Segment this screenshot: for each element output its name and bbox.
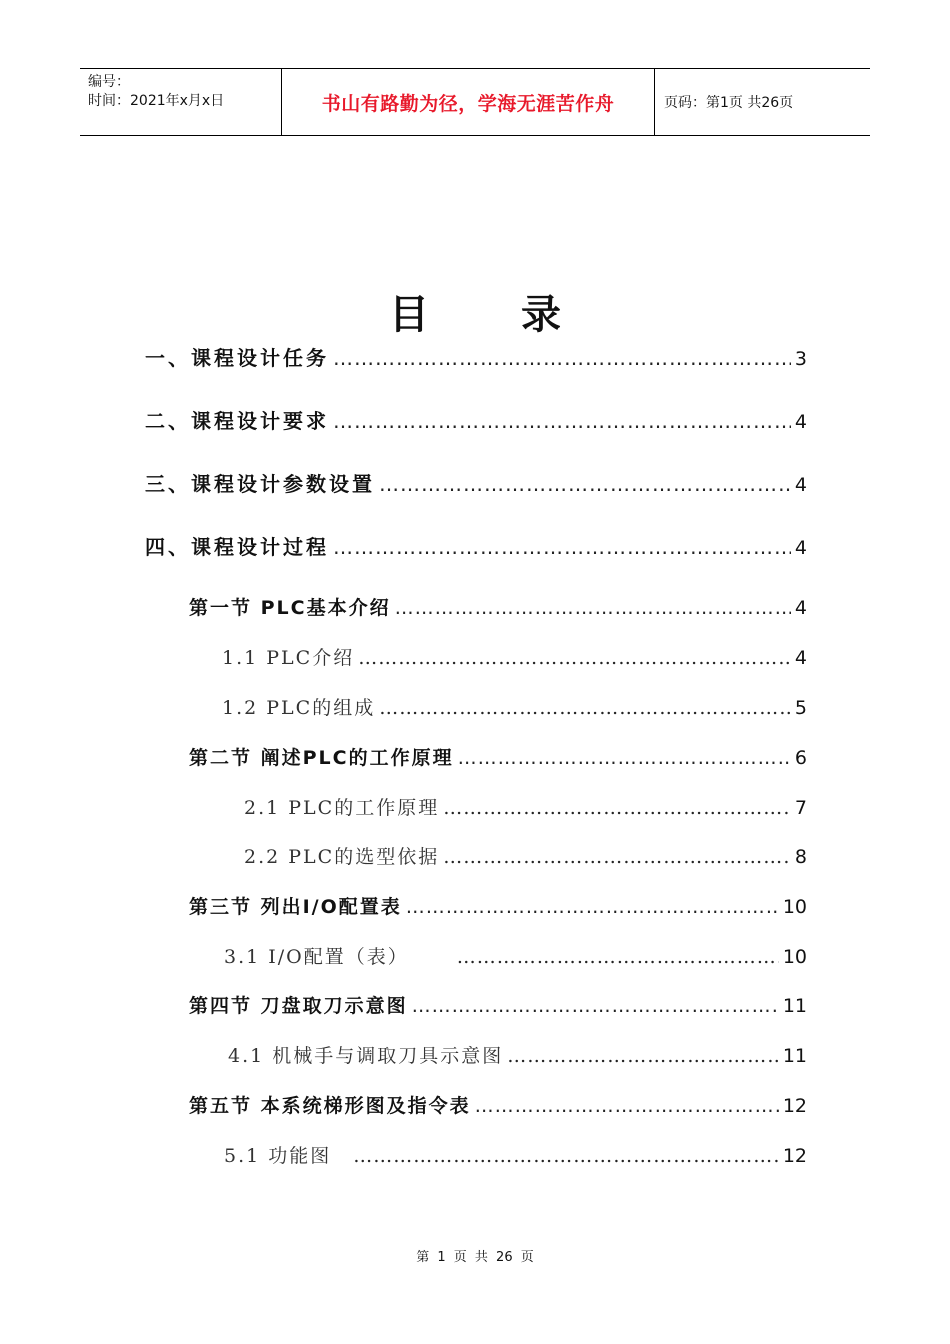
toc-entry-page: 4	[794, 411, 807, 433]
toc-entry-page: 11	[782, 1045, 807, 1067]
toc-entry[interactable]	[145, 531, 807, 561]
toc-entry-label: 2.1 PLC的工作原理	[244, 797, 440, 819]
toc-entry-label: 四、课程设计过程	[145, 535, 329, 559]
toc-entry-page: 5	[794, 697, 807, 719]
toc-leader-dots	[333, 409, 791, 433]
toc-entry[interactable]	[145, 405, 807, 435]
header-motto: 书山有路勤为径，学海无涯苦作舟	[321, 92, 615, 115]
toc-entry[interactable]	[244, 842, 807, 872]
toc-entry-label: 第五节 本系统梯形图及指令表	[189, 1095, 471, 1117]
toc-leader-dots	[457, 946, 779, 968]
toc-entry-label: 5.1 功能图	[224, 1145, 332, 1167]
toc-entry[interactable]	[145, 468, 807, 498]
toc-entry-page: 4	[794, 474, 807, 496]
toc-leader-dots	[379, 697, 791, 719]
toc-entry-page: 10	[782, 946, 807, 968]
toc-entry[interactable]	[189, 1091, 807, 1121]
toc-entry-page: 4	[794, 597, 807, 619]
toc-leader-dots	[443, 797, 791, 819]
toc-entry-label: 二、课程设计要求	[145, 409, 329, 433]
toc-entry-page: 3	[794, 348, 807, 370]
toc-entry[interactable]	[145, 342, 807, 372]
toc-entry-label: 第二节 阐述PLC的工作原理	[189, 747, 454, 769]
document-time-label: 时间：2021年x月x日	[88, 93, 225, 109]
toc-entry[interactable]	[189, 892, 807, 922]
toc-entry-page: 7	[794, 797, 807, 819]
toc-leader-dots	[379, 472, 791, 496]
toc-leader-dots	[507, 1045, 779, 1067]
header-page-info: 页码：第1页 共26页	[664, 95, 794, 111]
toc-entry-page: 4	[794, 537, 807, 559]
toc-entry-label: 一、课程设计任务	[145, 346, 329, 370]
toc-entry[interactable]	[224, 1141, 807, 1171]
toc-entry-label: 3.1 I/O配置（表）	[224, 946, 409, 968]
toc-entry[interactable]	[189, 593, 807, 623]
toc-entry-label: 第三节 列出I/O配置表	[189, 896, 402, 918]
toc-leader-dots	[458, 747, 791, 769]
toc-entry-label: 2.2 PLC的选型依据	[244, 846, 440, 868]
toc-entry-label: 4.1 机械手与调取刀具示意图	[228, 1045, 504, 1067]
toc-leader-dots	[333, 535, 791, 559]
toc-entry-label: 三、课程设计参数设置	[145, 472, 375, 496]
toc-entry[interactable]	[189, 991, 807, 1021]
toc-entry[interactable]	[228, 1041, 807, 1071]
toc-entry-label: 1.2 PLC的组成	[222, 697, 376, 719]
toc-entry[interactable]	[222, 693, 807, 723]
toc-leader-dots	[395, 597, 791, 619]
toc-entry[interactable]	[189, 743, 807, 773]
toc-entry[interactable]	[222, 643, 807, 673]
document-number-label: 编号：	[88, 74, 130, 90]
toc-leader-dots	[358, 647, 791, 669]
toc-entry-label: 第四节 刀盘取刀示意图	[189, 995, 408, 1017]
toc-entry-page: 11	[782, 995, 807, 1017]
page-footer: 第 1 页 共 26 页	[416, 1250, 534, 1265]
toc-entry-page: 12	[782, 1095, 807, 1117]
toc-title: 目录	[389, 292, 653, 338]
toc-entry-label: 1.1 PLC介绍	[222, 647, 355, 669]
toc-entry-label: 第一节 PLC基本介绍	[189, 597, 391, 619]
toc-leader-dots	[412, 995, 779, 1017]
toc-entry-page: 6	[794, 747, 807, 769]
toc-leader-dots	[406, 896, 779, 918]
toc-entry-page: 8	[794, 846, 807, 868]
toc-leader-dots	[353, 1145, 779, 1167]
toc-entry-page: 4	[794, 647, 807, 669]
toc-leader-dots	[475, 1095, 779, 1117]
toc-leader-dots	[443, 846, 791, 868]
toc-leader-dots	[333, 346, 791, 370]
toc-entry[interactable]	[224, 942, 807, 972]
toc-entry-page: 10	[782, 896, 807, 918]
toc-entry[interactable]	[244, 793, 807, 823]
toc-entry-page: 12	[782, 1145, 807, 1167]
